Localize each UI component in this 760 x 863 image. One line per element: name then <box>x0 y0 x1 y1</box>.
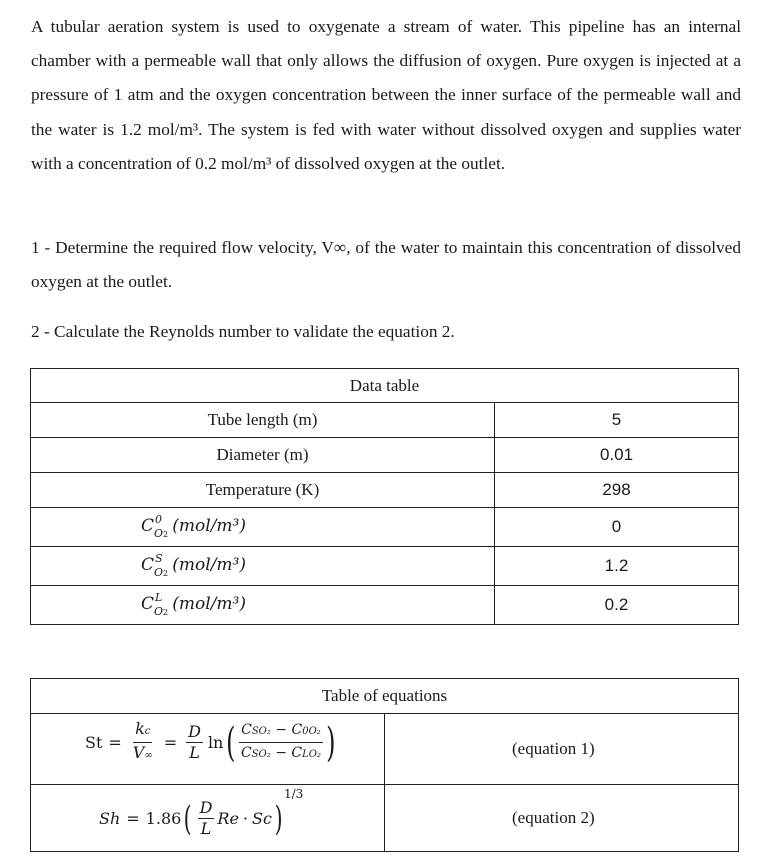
row-value-temperature: 298 <box>495 473 739 508</box>
symbol-c: C <box>141 516 155 537</box>
table-row <box>31 473 739 508</box>
table-row <box>31 547 739 586</box>
row-value-diameter: 0.01 <box>495 438 739 473</box>
row-label-cs: C S O2 (mol/m³) <box>31 547 495 586</box>
table-row <box>31 785 739 852</box>
row-label-diameter: Diameter (m) <box>31 438 495 473</box>
question-1: 1 - Determine the required flow velocity, V∞, of the water to maintain this concentration of dissolved oxygen at the outlet. <box>31 238 741 292</box>
row-value-c0: 0 <box>495 508 739 547</box>
row-value-cl: 0.2 <box>495 586 739 625</box>
row-value-tube-length: 5 <box>495 403 739 438</box>
unit-label: (mol/m³) <box>172 594 246 615</box>
data-table <box>30 368 739 625</box>
table-row <box>31 508 739 547</box>
equations-table <box>30 678 739 852</box>
row-value-cs: 1.2 <box>495 547 739 586</box>
row-label-tube-length: Tube length (m) <box>31 403 495 438</box>
question-2: 2 - Calculate the Reynolds number to validate the equation 2. <box>31 322 455 341</box>
table-row <box>31 714 739 785</box>
symbol-c: C <box>141 555 155 576</box>
row-label-temperature: Temperature (K) <box>31 473 495 508</box>
equation-2-formula: Sh = 1.86 ( $\frac{D}{L}$ Re · Sc ) 1/3 <box>31 785 385 852</box>
row-label-c0: C 0 O2 (mol/m³) <box>31 508 495 547</box>
equation-2-label: (equation 2) <box>385 785 739 852</box>
equation-1-label: (equation 1) <box>385 714 739 785</box>
table-row <box>31 438 739 473</box>
unit-label: (mol/m³) <box>172 555 246 576</box>
unit-label: (mol/m³) <box>172 516 246 537</box>
equations-table-caption: Table of equations <box>31 679 739 714</box>
table-row <box>31 586 739 625</box>
equation-1-formula: St = $\frac{kc}{V\infty}$ = $\frac{D}{L}$ ln ( $\frac{\text{CSO₂ − C0O₂}}{\text{CSO₂ − CLO₂}}$ ) <box>31 714 385 785</box>
symbol-c: C <box>141 594 155 615</box>
row-label-cl: C L O2 (mol/m³) <box>31 586 495 625</box>
data-table-caption: Data table <box>31 369 739 403</box>
table-row <box>31 403 739 438</box>
problem-statement: A tubular aeration system is used to oxygenate a stream of water. This pipeline has an internal chamber with a permeable wall that only allows the diffusion of oxygen. Pure oxygen is injected at a pressure of 1 atm and the oxygen concentration between the inner surface of the permeable wall and the water is 1.2 mol/m³. The system is fed with water without dissolved oxygen and supplies water with a concentration of 0.2 mol/m³ of dissolved oxygen at the outlet. <box>31 17 741 173</box>
